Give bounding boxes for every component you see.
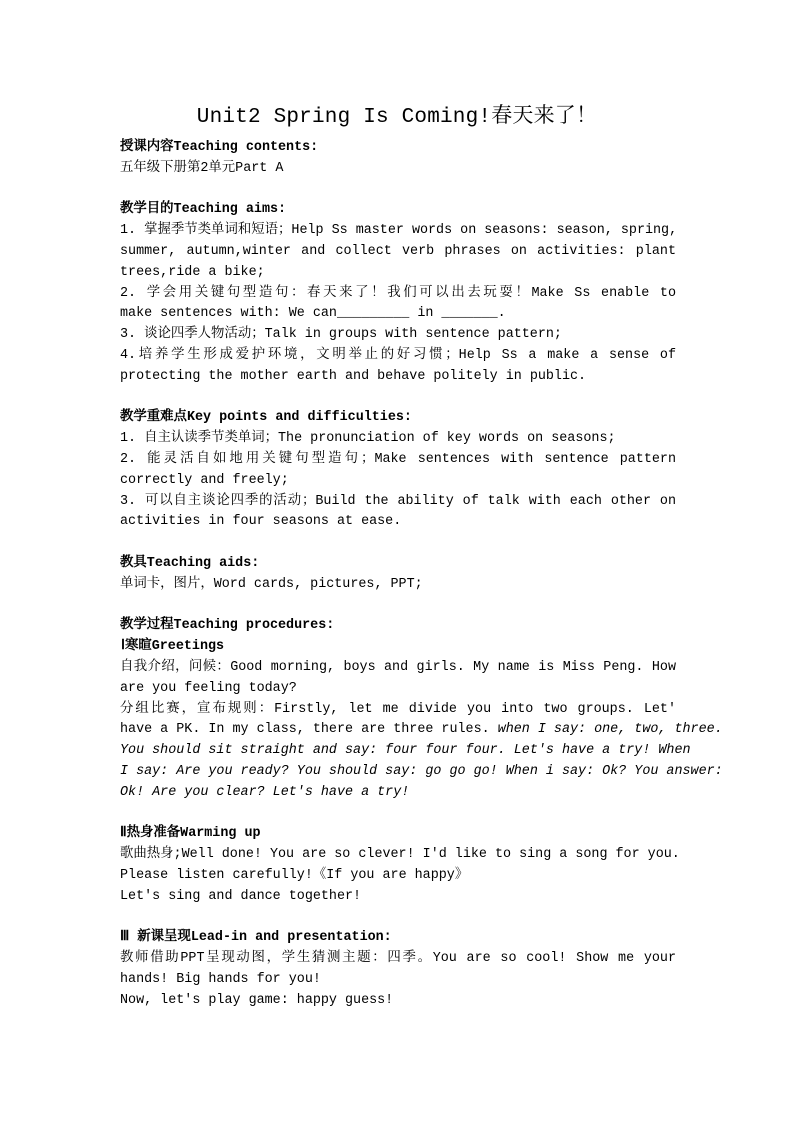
- aims-line: 2. 学会用关键句型造句：春天来了！我们可以出去玩耍！Make Ss enable to: [120, 285, 676, 301]
- warming-line: 歌曲热身;Well done! You are so clever! I'd like to sing a song for you.: [120, 847, 680, 863]
- section-heading-aids: 教具Teaching aids:: [120, 555, 260, 571]
- greetings-line: Ok! Are you clear? Let's have a try!: [120, 784, 410, 800]
- subheading-warming-up: Ⅱ热身准备Warming up: [120, 826, 261, 842]
- greetings-line: 分组比赛，宣布规则：Firstly, let me divide you into two groups. Let': [120, 701, 676, 717]
- presentation-line: 教师借助PPT呈现动图，学生猜测主题：四季。You are so cool! Show me your: [120, 951, 676, 967]
- aims-line: 3. 谈论四季人物活动；Talk in groups with sentence pattern;: [120, 327, 562, 343]
- keypoints-line: activities in four seasons at ease.: [120, 514, 402, 530]
- greetings-line: I say: Are you ready? You should say: go go go! When i say: Ok? You answer:: [120, 763, 723, 779]
- subheading-greetings: Ⅰ寒暄Greetings: [121, 639, 225, 655]
- greetings-italic-text: when I say: one, two, three.: [497, 722, 723, 738]
- contents-text: 五年级下册第2单元Part A: [120, 160, 284, 176]
- aims-line: summer, autumn,winter and collect verb phrases on activities: plant: [120, 243, 676, 259]
- warming-line: Let's sing and dance together!: [120, 888, 362, 904]
- section-heading-aims: 教学目的Teaching aims:: [120, 202, 287, 218]
- aids-text: 单词卡，图片，Word cards, pictures, PPT;: [120, 576, 423, 592]
- aims-line: 1. 掌握季节类单词和短语；Help Ss master words on seasons: season, spring,: [120, 223, 678, 239]
- keypoints-line: 2. 能灵活自如地用关键句型造句；Make sentences with sentence pattern: [120, 451, 676, 467]
- section-heading-procedures: 教学过程Teaching procedures:: [120, 618, 335, 634]
- greetings-line: [120, 720, 723, 741]
- aims-line: make sentences with: We can_________ in _______.: [120, 306, 506, 322]
- greetings-line: are you feeling today?: [120, 680, 297, 696]
- aims-line: trees,ride a bike;: [120, 264, 265, 280]
- presentation-line: Now, let's play game: happy guess!: [120, 992, 394, 1008]
- subheading-presentation: Ⅲ 新课呈现Lead-in and presentation:: [120, 930, 392, 946]
- greetings-text: have a PK. In my class, there are three rules.: [120, 722, 498, 738]
- presentation-line: hands! Big hands for you!: [120, 971, 321, 987]
- section-heading-keypoints: 教学重难点Key points and difficulties:: [120, 410, 412, 426]
- document-body: [120, 138, 723, 1011]
- aims-line: 4.培养学生形成爱护环境，文明举止的好习惯；Help Ss a make a sense of: [120, 347, 676, 363]
- greetings-line: 自我介绍，问候：Good morning, boys and girls. My name is Miss Peng. How: [120, 659, 676, 675]
- keypoints-line: 1. 自主认读季节类单词；The pronunciation of key words on seasons;: [120, 431, 616, 447]
- aims-line: protecting the mother earth and behave politely in public.: [120, 368, 587, 384]
- greetings-line: You should sit straight and say: four four four. Let's have a try! When: [120, 743, 691, 759]
- warming-line: Please listen carefully!《If you are happy》: [120, 867, 469, 883]
- section-heading-contents: 授课内容Teaching contents:: [120, 140, 319, 155]
- document-title: Unit2 Spring Is Coming!春天来了！: [196, 106, 598, 129]
- keypoints-line: 3. 可以自主谈论四季的活动；Build the ability of talk with each other on: [120, 493, 676, 509]
- keypoints-line: correctly and freely;: [120, 472, 289, 488]
